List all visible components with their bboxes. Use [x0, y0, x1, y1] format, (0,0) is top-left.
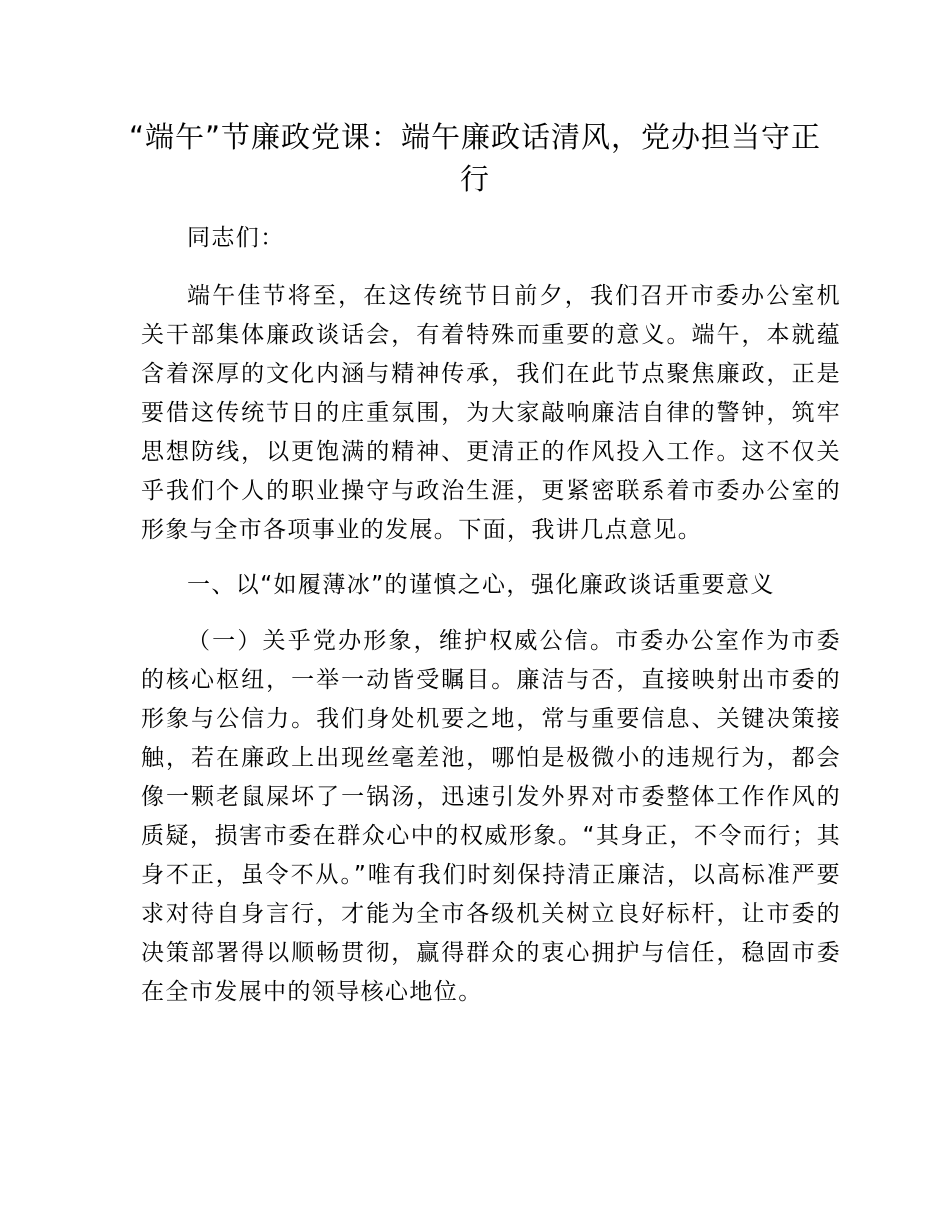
document-title: “端午”节廉政党课：端午廉政话清风，党办担当守正行: [128, 120, 822, 196]
intro-paragraph: 端午佳节将至，在这传统节日前夕，我们召开市委办公室机关干部集体廉政谈话会，有着特殊而重要的意义。端午，本就蕴含着深厚的文化内涵与精神传承，我们在此节点聚焦廉政，正是要借这传统节日的庄重氛围，为大家敲响廉洁自律的警钟，筑牢思想防线，以更饱满的精神、更清正的作风投入工作。这不仅关乎我们个人的职业操守与政治生涯，更紧密联系着市委办公室的形象与全市各项事业的发展。下面，我讲几点意见。: [141, 283, 841, 543]
section-heading: 一、以“如履薄冰”的谨慎之心，强化廉政谈话重要意义: [187, 572, 775, 598]
subsection-paragraph: （一）关乎党办形象，维护权威公信。市委办公室作为市委的核心枢纽，一举一动皆受瞩目。廉洁与否，直接映射出市委的形象与公信力。我们身处机要之地，常与重要信息、关键决策接触，若在廉政上出现丝毫差池，哪怕是极微小的违规行为，都会像一颗老鼠屎坏了一锅汤，迅速引发外界对市委整体工作作风的质疑，损害市委在群众心中的权威形象。“其身正，不令而行；其身不正，虽令不从。”唯有我们时刻保持清正廉洁，以高标准严要求对待自身言行，才能为全市各级机关树立良好标杆，让市委的决策部署得以顺畅贯彻，赢得群众的衷心拥护与信任，稳固市委在全市发展中的领导核心地位。: [141, 628, 841, 1005]
salutation: 同志们：: [187, 225, 285, 251]
document-body: [141, 219, 841, 1028]
